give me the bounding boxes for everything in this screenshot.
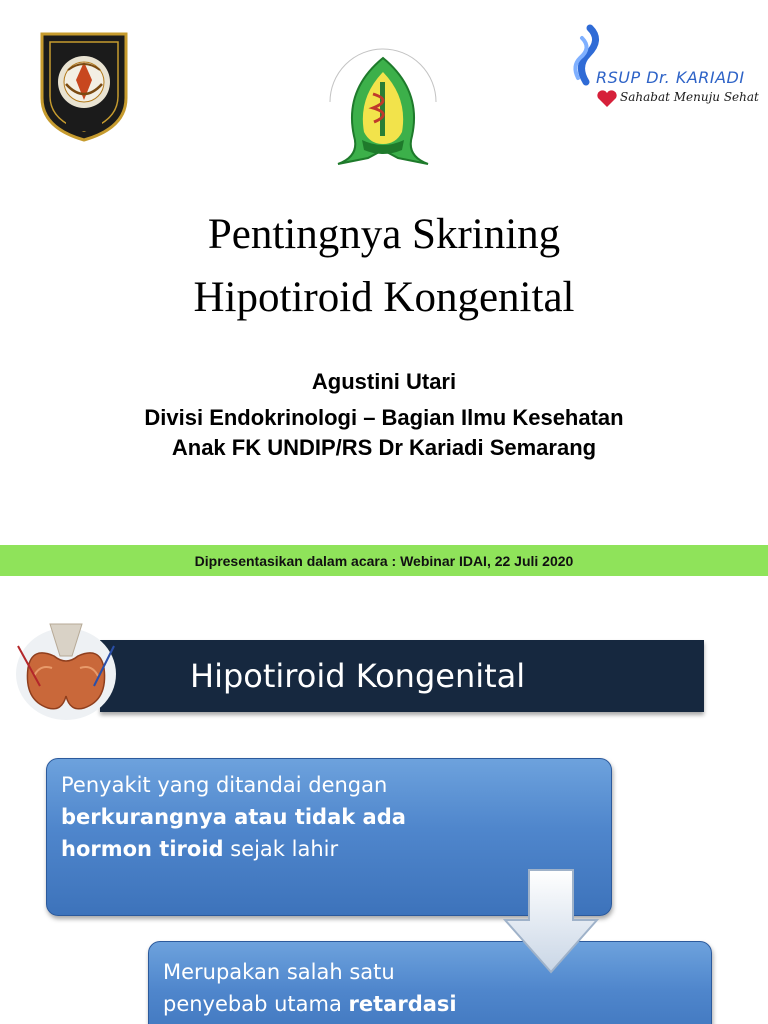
section-header: Hipotiroid Kongenital: [190, 657, 526, 695]
presentation-note: Dipresentasikan dalam acara : Webinar IDAI, 22 Juli 2020: [194, 552, 574, 569]
idai-leaf-icon: [316, 32, 450, 178]
slide-title-line1: Pentingnya Skrining: [207, 211, 561, 258]
cause-line1: Merupakan salah satu: [163, 960, 395, 984]
thyroid-illustration-icon: [10, 616, 120, 724]
definition-bold-line2: hormon tiroid: [61, 837, 224, 861]
slide-title-line2: Hipotiroid Kongenital: [193, 274, 575, 321]
affiliation-line2: Anak FK UNDIP/RS Dr Kariadi Semarang: [171, 435, 597, 460]
definition-rest: sejak lahir: [223, 837, 339, 861]
undip-seal-icon: [36, 28, 132, 144]
section-header-banner: [100, 640, 704, 712]
rsup-tagline: Sahabat Menuju Sehat: [620, 90, 759, 104]
definition-bold-line1: berkurangnya atau tidak ada: [61, 805, 406, 829]
cause-box: [148, 941, 712, 1024]
author-name: Agustini Utari: [311, 369, 457, 394]
rsup-kariadi-logo: [568, 24, 759, 114]
heart-icon: [596, 90, 618, 108]
rsup-name: RSUP Dr. KARIADI: [596, 68, 745, 87]
cause-line2-bold: retardasi: [348, 992, 457, 1016]
down-arrow-icon: [503, 868, 599, 976]
presentation-note-band: [0, 545, 768, 576]
content-slide: [0, 578, 768, 1024]
definition-line1: Penyakit yang ditandai dengan: [61, 773, 388, 797]
affiliation-line1: Divisi Endokrinologi – Bagian Ilmu Kesehatan: [144, 405, 624, 430]
cause-line2-start: penyebab utama: [163, 992, 349, 1016]
